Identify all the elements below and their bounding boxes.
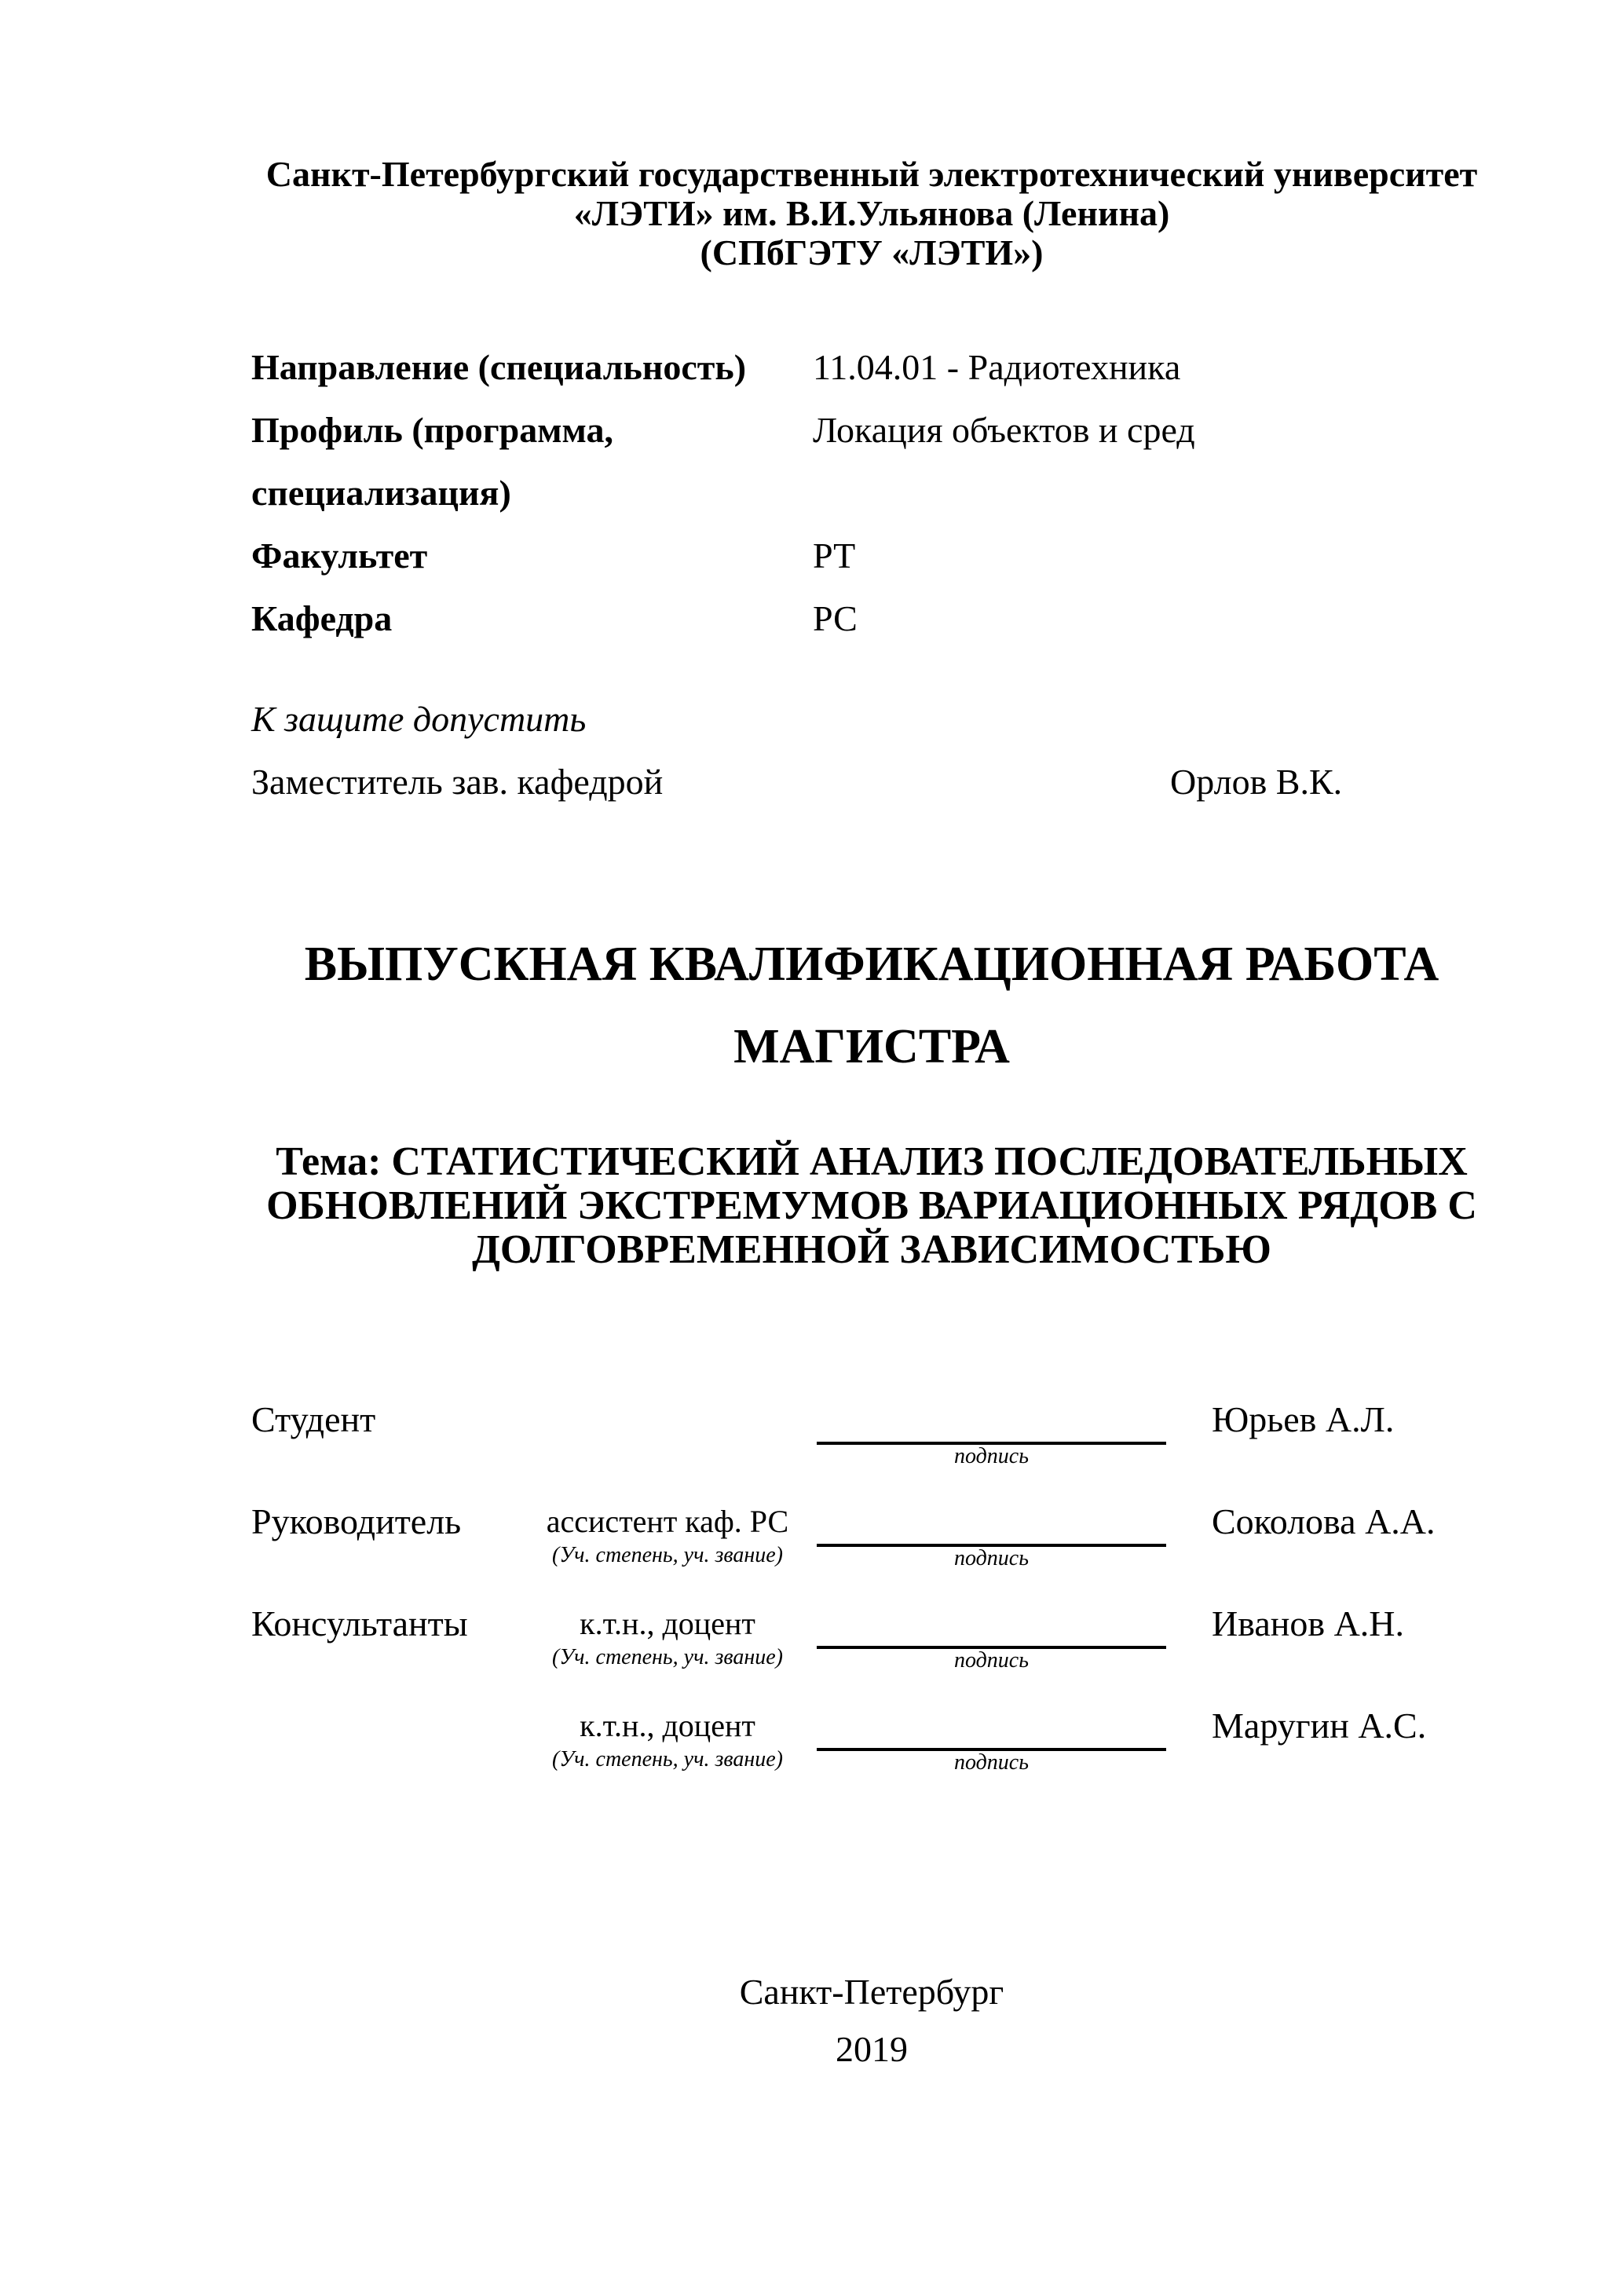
program-table <box>251 336 1492 650</box>
person-name: Маругин А.С. <box>1212 1706 1427 1746</box>
signature-line <box>817 1602 1166 1649</box>
university-name-line-2: «ЛЭТИ» им. В.И.Ульянова (Ленина) <box>573 193 1170 233</box>
work-title-line-2: МАГИСТРА <box>733 1020 1010 1073</box>
work-title-line-1: ВЫПУСКНАЯ КВАЛИФИКАЦИОННАЯ РАБОТА <box>304 938 1439 991</box>
faculty-row <box>251 525 1492 587</box>
signature-caption: подпись <box>954 1750 1029 1775</box>
degree-caption: (Уч. степень, уч. звание) <box>552 1747 783 1771</box>
faculty-label: Факультет <box>251 536 428 576</box>
footer-year: 2019 <box>836 2029 908 2069</box>
work-title <box>251 923 1492 1088</box>
profile-value: Локация объектов и сред <box>813 410 1195 450</box>
university-name-line-3: (СПбГЭТУ «ЛЭТИ») <box>700 232 1044 272</box>
degree-caption: (Уч. степень, уч. звание) <box>552 1645 783 1669</box>
specialization-value <box>813 462 1492 525</box>
degree-text: к.т.н., доцент <box>580 1606 755 1641</box>
signature-line <box>817 1398 1166 1445</box>
deputy-row <box>251 751 1492 813</box>
university-name-line-1: Санкт-Петербургский государственный электротехнический университет <box>265 154 1478 194</box>
direction-label: Направление (специальность) <box>251 347 747 387</box>
university-header <box>251 155 1492 272</box>
person-name: Иванов А.Н. <box>1212 1603 1405 1643</box>
profile-label: Профиль (программа, <box>251 410 614 450</box>
department-label: Кафедра <box>251 598 393 638</box>
signature-block <box>251 1398 1492 1806</box>
degree-text: ассистент каф. РС <box>546 1504 789 1539</box>
theme-line-1: Тема: СТАТИСТИЧЕСКИЙ АНАЛИЗ ПОСЛЕДОВАТЕЛЬНЫХ <box>276 1139 1468 1184</box>
student-signature-row <box>251 1398 1492 1468</box>
specialization-row <box>251 462 1492 525</box>
profile-row <box>251 399 1492 462</box>
specialization-label: специализация) <box>251 473 511 513</box>
footer-city: Санкт-Петербург <box>739 1972 1004 2012</box>
consultant-signature-row-1 <box>251 1602 1492 1673</box>
page-footer <box>251 1970 1492 2071</box>
supervisor-signature-row <box>251 1500 1492 1570</box>
deputy-position: Заместитель зав. кафедрой <box>251 762 664 802</box>
signature-line <box>817 1704 1166 1751</box>
role-label: Студент <box>251 1399 376 1439</box>
signature-caption: подпись <box>954 1648 1029 1673</box>
role-label: Консультанты <box>251 1603 468 1643</box>
direction-row <box>251 336 1492 399</box>
consultant-signature-row-2 <box>251 1704 1492 1775</box>
faculty-value: РТ <box>813 536 856 576</box>
admission-block <box>251 688 1492 813</box>
person-name: Юрьев А.Л. <box>1212 1399 1395 1439</box>
department-value: РС <box>813 598 858 638</box>
signature-caption: подпись <box>954 1444 1029 1468</box>
role-label: Руководитель <box>251 1501 462 1541</box>
theme-line-3: ДОЛГОВРЕМЕННОЙ ЗАВИСИМОСТЬЮ <box>472 1227 1271 1272</box>
signature-line <box>817 1500 1166 1547</box>
thesis-theme <box>251 1140 1492 1272</box>
person-name: Соколова А.А. <box>1212 1501 1436 1541</box>
degree-text: к.т.н., доцент <box>580 1708 755 1743</box>
theme-line-2: ОБНОВЛЕНИЙ ЭКСТРЕМУМОВ ВАРИАЦИОННЫХ РЯДОВ С <box>266 1183 1477 1228</box>
admission-note: К защите допустить <box>251 699 587 739</box>
approver-name: Орлов В.К. <box>1170 762 1343 802</box>
degree-caption: (Уч. степень, уч. звание) <box>552 1543 783 1567</box>
signature-caption: подпись <box>954 1546 1029 1570</box>
direction-value: 11.04.01 - Радиотехника <box>813 347 1181 387</box>
department-row <box>251 587 1492 650</box>
